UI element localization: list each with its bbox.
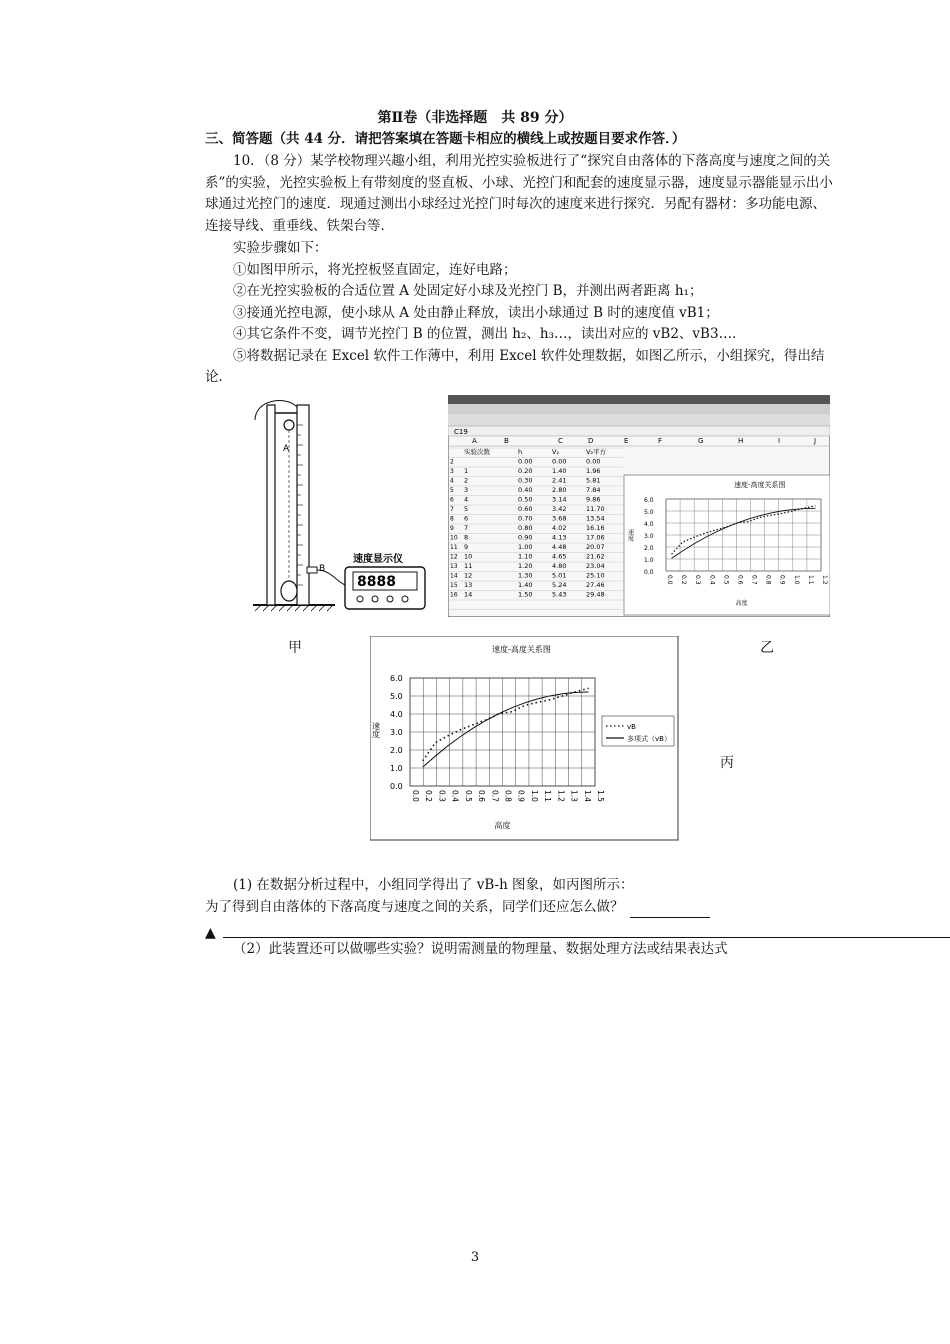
x-tick-label: 0.4	[450, 790, 460, 802]
table-cell: 1.20	[518, 562, 533, 570]
y-tick-label: 1.0	[390, 764, 403, 773]
figure-jia-apparatus	[245, 395, 430, 615]
y-tick-label: 2.0	[644, 545, 654, 552]
column-letter-J: J	[814, 437, 817, 445]
y-tick-label: 6.0	[644, 497, 654, 504]
table-cell: 9	[464, 543, 469, 551]
legend-label: vB	[627, 723, 636, 731]
excel-title-bar	[448, 395, 830, 404]
x-tick-label: 0.8	[503, 790, 513, 802]
table-cell: 21.62	[586, 552, 605, 561]
table-cell: 3.14	[552, 495, 567, 504]
row-number: 10	[450, 534, 458, 542]
answer-rule	[223, 937, 950, 938]
table-cell: 8	[464, 533, 469, 542]
table-header: V₂	[552, 448, 560, 456]
table-cell: 12	[464, 571, 473, 580]
chart-title: 速度-高度关系图	[492, 645, 551, 654]
question-1-line-2	[205, 897, 835, 919]
table-cell: 1	[464, 467, 469, 475]
table-cell: 1.40	[518, 581, 533, 589]
figure-bing-label: 丙	[720, 755, 734, 771]
table-cell: 7	[464, 524, 469, 532]
x-tick-label: 0.3	[694, 575, 702, 585]
x-tick-label: 0.0	[411, 790, 420, 802]
x-tick-label: 1.5	[596, 790, 605, 802]
x-tick-label: 1.2	[821, 575, 828, 585]
x-tick-label: 1.0	[529, 790, 539, 802]
x-tick-label: 0.7	[750, 575, 758, 585]
table-cell: 14	[464, 590, 473, 599]
table-cell: 1.00	[518, 543, 533, 551]
table-cell: 0.00	[552, 457, 567, 466]
chart-title: 速度-高度关系图	[734, 481, 786, 489]
x-tick-label: 1.1	[543, 790, 553, 802]
y-tick-label: 6.0	[390, 674, 403, 683]
y-tick-label: 3.0	[390, 728, 403, 737]
table-cell: 20.07	[586, 543, 605, 551]
row-number: 2	[450, 458, 454, 466]
y-axis-label: 速度	[371, 722, 381, 738]
table-cell: 4.65	[552, 552, 567, 561]
x-axis-label: 高度	[735, 600, 748, 607]
row-number: 14	[450, 572, 458, 580]
page-number: 3	[470, 1250, 480, 1265]
x-axis-label: 高度	[494, 821, 511, 830]
x-tick-label: 0.9	[516, 790, 526, 802]
excel-embedded-chart	[624, 475, 830, 615]
wire-top	[255, 401, 297, 420]
device-label: 速度显示仪	[353, 554, 403, 565]
y-tick-label: 2.0	[390, 746, 403, 755]
table-cell: 3.42	[552, 505, 567, 513]
row-number: 16	[450, 591, 458, 599]
row-number: 7	[450, 506, 454, 513]
table-cell: 0.30	[518, 476, 533, 485]
row-number: 4	[450, 477, 454, 485]
question-section-heading: 三、简答题（共 44 分．请把答案填在答题卡相应的横线上或按题目要求作答．）	[205, 131, 686, 147]
question-1-line-1: (1) 在数据分析过程中，小组同学得出了 vB-h 图象，如丙图所示：	[233, 877, 634, 893]
answer-blank-1[interactable]	[630, 903, 710, 918]
table-cell: 0.50	[518, 495, 533, 504]
excel-menu-bar	[448, 404, 830, 414]
photogate	[307, 567, 317, 573]
x-tick-label: 1.1	[806, 575, 814, 585]
x-tick-label: 0.6	[477, 790, 487, 802]
table-header: V₂平方	[586, 448, 607, 456]
question-1-prompt: 为了得到自由落体的下落高度与速度之间的关系，同学们还应怎么做？	[205, 898, 624, 915]
row-number: 5	[450, 487, 454, 494]
y-tick-label: 4.0	[644, 521, 654, 528]
excel-toolbar	[448, 414, 830, 426]
row-number: 3	[450, 468, 454, 475]
table-cell: 29.48	[586, 590, 605, 599]
table-cell: 0.70	[518, 514, 533, 523]
point-a-label: A	[283, 444, 290, 454]
x-tick-label: 0.6	[736, 575, 744, 585]
table-cell: 2.41	[552, 476, 567, 485]
table-cell: 1.96	[586, 467, 601, 475]
row-number: 12	[450, 553, 458, 561]
table-cell: 2	[464, 476, 469, 485]
table-cell: 7.84	[586, 486, 601, 494]
step-4: ④其它条件不变，调节光控门 B 的位置，测出 h₂、h₃…，读出对应的 vB2、vB3…．	[233, 326, 746, 342]
point-b-label: B	[319, 564, 326, 574]
table-cell: 6	[464, 514, 469, 523]
x-tick-label: 0.0	[666, 575, 673, 585]
figure-bing-chart	[370, 636, 680, 842]
table-cell: 3	[464, 486, 469, 494]
excel-name-box: C19	[454, 428, 468, 436]
x-tick-label: 1.4	[582, 790, 592, 802]
step-2: ②在光控实验板的合适位置 A 处固定好小球及光控门 B，并测出两者距离 h₁；	[233, 283, 703, 299]
x-tick-label: 0.9	[778, 575, 786, 585]
table-cell: 5.01	[552, 571, 567, 580]
table-cell: 1.10	[518, 552, 533, 561]
x-tick-label: 0.3	[437, 790, 447, 802]
y-tick-label: 0.0	[390, 782, 403, 791]
x-tick-label: 0.2	[424, 790, 434, 802]
table-cell: 0.40	[518, 486, 533, 494]
chart-legend	[602, 716, 674, 746]
row-number: 15	[450, 582, 458, 589]
table-cell: 5	[464, 505, 469, 513]
figure-yi-label: 乙	[760, 640, 774, 656]
x-tick-label: 0.7	[490, 790, 500, 802]
step-3: ③接通光控电源，使小球从 A 处由静止释放，读出小球通过 B 时的速度值 vB1；	[233, 304, 719, 321]
x-tick-label: 1.3	[569, 790, 579, 802]
row-number: 8	[450, 515, 454, 523]
y-tick-label: 4.0	[390, 710, 403, 719]
table-cell: 1.50	[518, 590, 533, 599]
table-cell: 4.80	[552, 562, 567, 570]
row-number: 6	[450, 496, 454, 504]
table-header: 实验次数	[464, 448, 490, 456]
table-cell: 4.48	[552, 543, 567, 551]
excel-formula-bar	[448, 426, 830, 436]
column-letter-I: I	[778, 437, 781, 445]
table-cell: 17.06	[586, 533, 605, 542]
y-tick-label: 1.0	[644, 557, 654, 564]
answer-marker: ▲	[205, 925, 216, 941]
x-tick-label: 0.5	[722, 575, 730, 585]
table-cell: 5.43	[552, 590, 567, 599]
column-letter-A: A	[472, 437, 477, 445]
table-cell: 11	[464, 562, 473, 570]
y-tick-label: 3.0	[644, 533, 654, 540]
table-cell: 0.00	[586, 457, 601, 466]
table-cell: 1.30	[518, 571, 533, 580]
column-letter-E: E	[624, 437, 629, 445]
table-cell: 0.00	[518, 457, 533, 466]
column-letter-D: D	[588, 437, 594, 445]
table-cell: 5.81	[586, 476, 601, 485]
column-letter-B: B	[504, 437, 509, 445]
table-cell: 23.04	[586, 562, 605, 570]
table-cell: 0.60	[518, 505, 533, 513]
column-letter-C: C	[558, 437, 563, 445]
display-digits: 8888	[357, 574, 396, 590]
x-tick-label: 1.2	[556, 790, 566, 802]
x-tick-label: 0.8	[764, 575, 772, 585]
table-cell: 0.90	[518, 533, 533, 542]
question-10-intro: 10．（8 分）某学校物理兴趣小组，利用光控实验板进行了“探究自由落体的下落高度与速度之间的关系”的实验，光控实验板上有带刻度的竖直板、小球、光控门和配套的速度显示器，速度显示器能显示出小球通过光控门的速度．现通过测出小球经过光控门时每次的速度来进行探究．另配有器材：多功能电源、连接导线、重垂线、铁架台等．	[205, 153, 833, 234]
experiment-steps	[205, 238, 835, 389]
ball	[284, 420, 294, 430]
table-cell: 4.13	[552, 533, 567, 542]
table-cell: 9.86	[586, 495, 601, 504]
row-number: 11	[450, 544, 458, 551]
figure-yi-excel-screenshot	[448, 395, 830, 617]
collector-cup	[281, 581, 297, 601]
table-cell: 4.02	[552, 524, 567, 532]
column-letter-H: H	[738, 437, 744, 445]
y-tick-label: 5.0	[390, 692, 403, 701]
table-cell: 16.16	[586, 524, 605, 532]
section-title: 第Ⅱ卷（非选择题 共 89 分）	[377, 110, 573, 126]
table-cell: 5.24	[552, 581, 567, 589]
table-cell: 27.46	[586, 581, 605, 589]
stand-pole	[267, 405, 275, 605]
x-tick-label: 0.5	[463, 790, 473, 802]
y-axis-label: 速度	[626, 529, 634, 541]
x-tick-label: 0.2	[680, 575, 688, 585]
step-1: ①如图甲所示，将光控板竖直固定，连好电路；	[233, 261, 517, 278]
table-cell: 4	[464, 495, 469, 504]
table-cell: 10	[464, 552, 473, 561]
column-letter-G: G	[698, 437, 704, 445]
table-cell: 0.20	[518, 467, 533, 475]
question-1	[205, 875, 835, 918]
y-tick-label: 5.0	[644, 509, 654, 516]
step-5: ⑤将数据记录在 Excel 软件工作薄中，利用 Excel 软件处理数据，如图乙所示，小组探究，得出结论．	[205, 347, 825, 385]
table-cell: 1.40	[552, 467, 567, 475]
answer-line[interactable]	[205, 925, 835, 939]
table-cell: 3.68	[552, 514, 567, 523]
question-2: （2）此装置还可以做哪些实验？说明需测量的物理量、数据处理方法或结果表达式	[233, 941, 728, 957]
column-letter-F: F	[658, 437, 663, 445]
table-header: h	[518, 448, 523, 456]
legend-label: 多项式（vB）	[627, 735, 671, 743]
row-number: 13	[450, 563, 458, 570]
y-tick-label: 0.0	[644, 569, 654, 576]
table-cell: 13	[464, 581, 473, 589]
table-cell: 11.70	[586, 505, 605, 513]
x-tick-label: 0.4	[708, 575, 716, 585]
table-cell: 2.80	[552, 486, 567, 494]
steps-heading: 实验步骤如下：	[233, 240, 328, 256]
x-tick-label: 1.0	[792, 575, 800, 585]
table-cell: 25.10	[586, 571, 605, 580]
table-cell: 0.80	[518, 524, 533, 532]
table-cell: 13.54	[586, 514, 605, 523]
figure-jia-label: 甲	[288, 640, 302, 656]
row-number: 9	[450, 525, 454, 532]
